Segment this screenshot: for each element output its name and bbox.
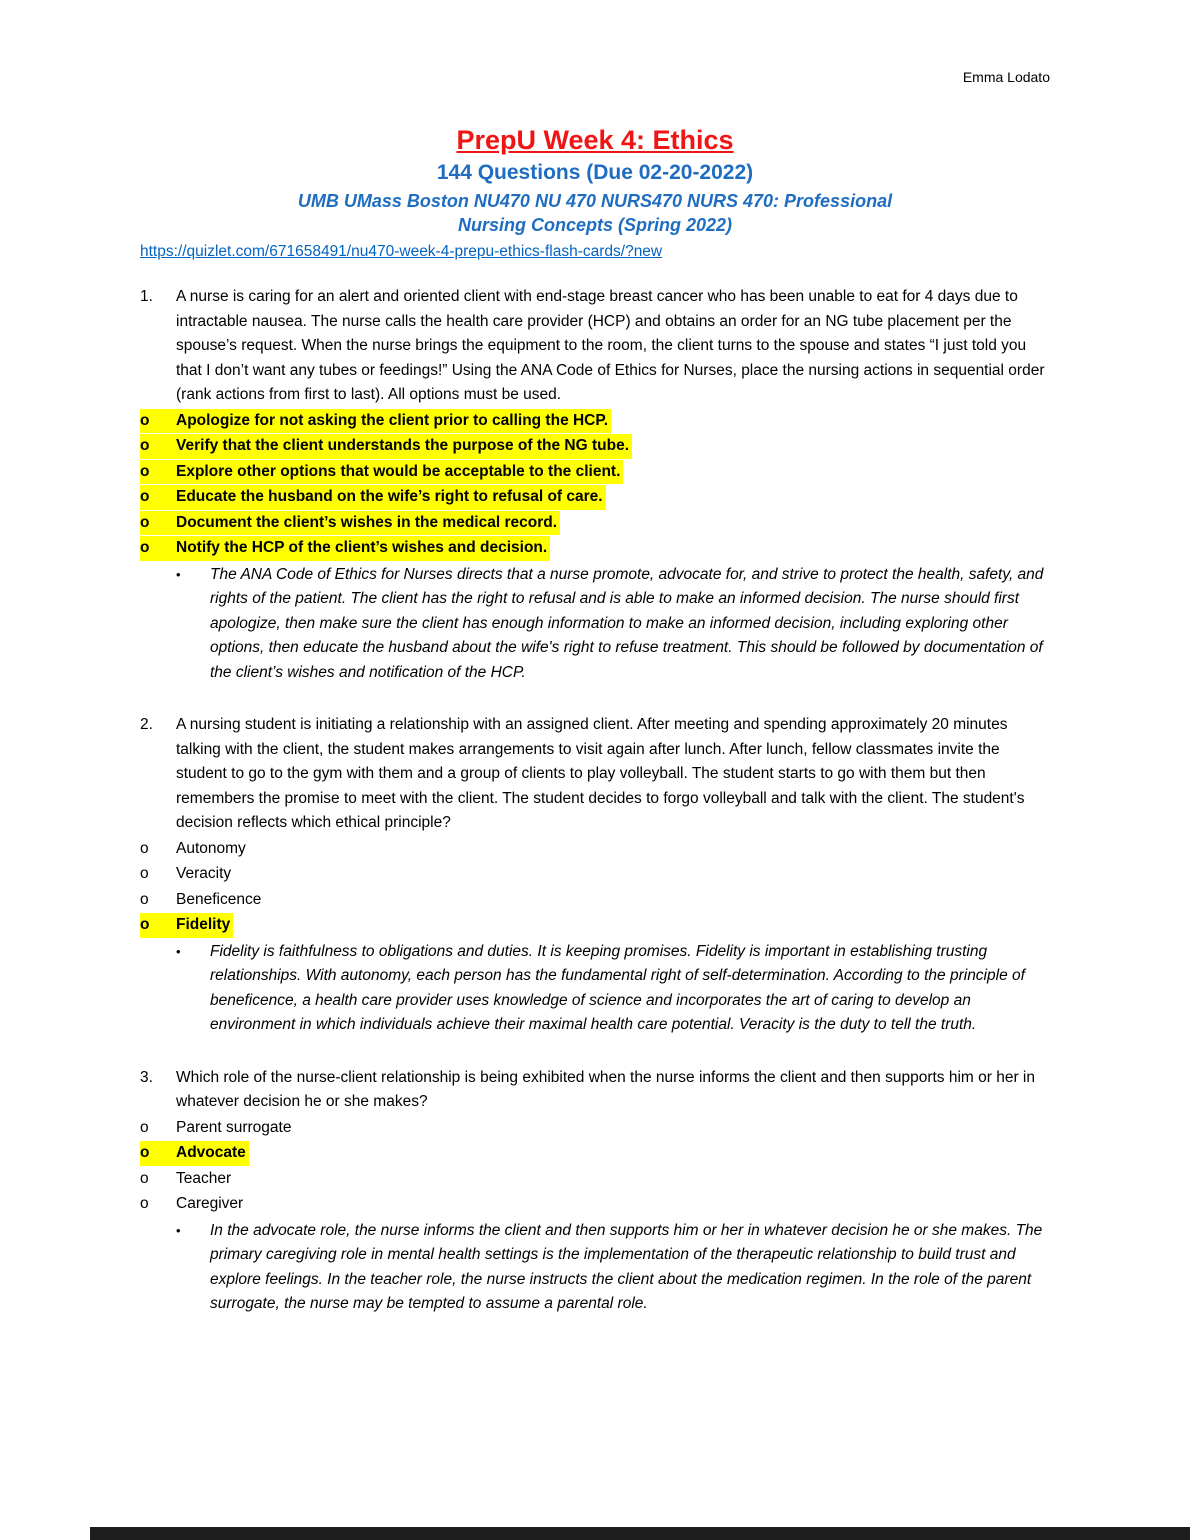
answer-option-highlighted — [140, 409, 1050, 434]
question-block — [140, 1066, 1050, 1317]
option-bullet: o — [140, 1169, 149, 1187]
option-bullet: o — [140, 913, 176, 938]
option-label: Document the client’s wishes in the medical record. — [176, 511, 560, 536]
answer-option-highlighted — [140, 460, 1050, 485]
answer-option-highlighted — [140, 511, 1050, 536]
option-bullet: o — [140, 1118, 149, 1136]
explanation-text: Fidelity is faithfulness to obligations and duties. It is keeping promises. Fidelity is important in establishing trusting relationships. With autonomy, each person has the fundamental right of self-determination. According to the principle of beneficence, a health care provider uses knowledge of science and incorporates the art of caring to develop an environment in which individuals achieve their maximal health care potential. Veracity is the duty to tell the truth. — [210, 942, 1025, 1033]
answer-option — [140, 1192, 1050, 1217]
option-label: Advocate — [176, 1141, 249, 1166]
option-bullet: o — [140, 460, 176, 485]
answer-option — [140, 837, 1050, 862]
option-label: Explore other options that would be acceptable to the client. — [176, 460, 623, 485]
option-label: Veracity — [176, 865, 232, 882]
question-text-row — [140, 713, 1050, 836]
option-label: Notify the HCP of the client’s wishes and decision. — [176, 536, 550, 561]
option-bullet: o — [140, 839, 149, 857]
question-text: Which role of the nurse-client relationship is being exhibited when the nurse informs the client and then supports him or her in whatever decision he or she makes? — [176, 1068, 1035, 1110]
answer-option — [140, 888, 1050, 913]
explanation-row — [176, 1219, 1050, 1317]
answer-option-highlighted — [140, 913, 1050, 938]
answer-option — [140, 862, 1050, 887]
option-label: Apologize for not asking the client prior to calling the HCP. — [176, 409, 611, 434]
link-row — [140, 241, 1050, 263]
option-label: Caregiver — [176, 1195, 244, 1212]
bullet-icon: • — [176, 566, 181, 582]
option-bullet: o — [140, 511, 176, 536]
subtitle-course — [140, 189, 1050, 237]
option-label: Educate the husband on the wife’s right to refusal of care. — [176, 485, 606, 510]
questions-container — [140, 285, 1050, 1317]
subtitle-questions-due: 144 Questions (Due 02-20-2022) — [436, 161, 754, 184]
question-block — [140, 285, 1050, 685]
explanation-text: The ANA Code of Ethics for Nurses directs that a nurse promote, advocate for, and strive to protect the health, safety, and rights of the patient. The client has the right to refusal and is able to make an informed decision. The nurse should first apologize, then make sure the client has enough information to make an informed decision, including exploring other options, then educate the husband about the wife's right to refuse treatment. This should be followed by documentation of the client’s wishes and notification of the HCP. — [210, 565, 1044, 681]
option-bullet: o — [140, 1195, 149, 1212]
option-bullet: o — [140, 434, 176, 459]
author-name: Emma Lodato — [962, 69, 1050, 85]
subtitle-course-line1: UMB UMass Boston NU470 NU 470 NURS470 NURS 470: Professional — [297, 191, 893, 211]
option-bullet: o — [140, 1141, 176, 1166]
answer-option — [140, 1167, 1050, 1192]
answer-option-highlighted — [140, 485, 1050, 510]
option-label: Teacher — [176, 1169, 232, 1187]
quizlet-link[interactable]: https://quizlet.com/671658491/nu470-week-4-prepu-ethics-flash-cards/?new — [140, 243, 663, 260]
option-label: Parent surrogate — [176, 1118, 292, 1136]
question-text-row — [140, 285, 1050, 408]
next-page-edge — [90, 1527, 1190, 1540]
question-block — [140, 713, 1050, 1038]
answer-option-highlighted — [140, 536, 1050, 561]
explanation-text: In the advocate role, the nurse informs the client and then supports him or her in whatever decision he or she makes. The primary caregiving role in mental health settings is the implementation of the therapeutic relationship to build trust and explore feelings. In the teacher role, the nurse instructs the client about the medication regimen. In the role of the parent surrogate, the nurse may be tempted to assume a parental role. — [210, 1221, 1043, 1312]
answer-option-highlighted — [140, 434, 1050, 459]
bullet-icon: • — [176, 1222, 181, 1238]
option-label: Autonomy — [176, 839, 246, 857]
question-text: A nursing student is initiating a relationship with an assigned client. After meeting and spending approximately 20 minutes talking with the client, the student makes arrangements to visit again after lunch. After lunch, fellow classmates invite the student to go to the gym with them and a group of clients to play volleyball. The student starts to go with them but then remembers the promise to meet with the client. The student decides to forgo volleyball and talk with the client. The student's decision reflects which ethical principle? — [176, 716, 1025, 831]
subtitle-course-line2: Nursing Concepts (Spring 2022) — [457, 215, 733, 235]
option-bullet: o — [140, 536, 176, 561]
question-text: A nurse is caring for an alert and oriented client with end-stage breast cancer who has been unable to eat for 4 days due to intractable nausea. The nurse calls the health care provider (HCP) and obtains an order for an NG tube placement per the spouse’s request. When the nurse brings the equipment to the room, the client turns to the spouse and states “I just told you that I don’t want any tubes or feedings!” Using the ANA Code of Ethics for Nurses, place the nursing actions in sequential order (rank actions from first to last). All options must be used. — [176, 288, 1045, 403]
option-bullet: o — [140, 865, 149, 882]
page-title: PrepU Week 4: Ethics — [456, 125, 734, 155]
option-label: Beneficence — [176, 890, 262, 908]
question-number: 1. — [140, 288, 153, 305]
option-bullet: o — [140, 485, 176, 510]
bullet-icon: • — [176, 943, 181, 959]
question-number: 2. — [140, 716, 153, 733]
answer-option-highlighted — [140, 1141, 1050, 1166]
explanation-row — [176, 940, 1050, 1038]
answer-option — [140, 1116, 1050, 1141]
option-label: Fidelity — [176, 913, 233, 938]
option-bullet: o — [140, 409, 176, 434]
question-text-row — [140, 1066, 1050, 1115]
explanation-row — [176, 563, 1050, 686]
option-bullet: o — [140, 890, 149, 908]
option-label: Verify that the client understands the purpose of the NG tube. — [176, 434, 632, 459]
question-number: 3. — [140, 1068, 153, 1086]
